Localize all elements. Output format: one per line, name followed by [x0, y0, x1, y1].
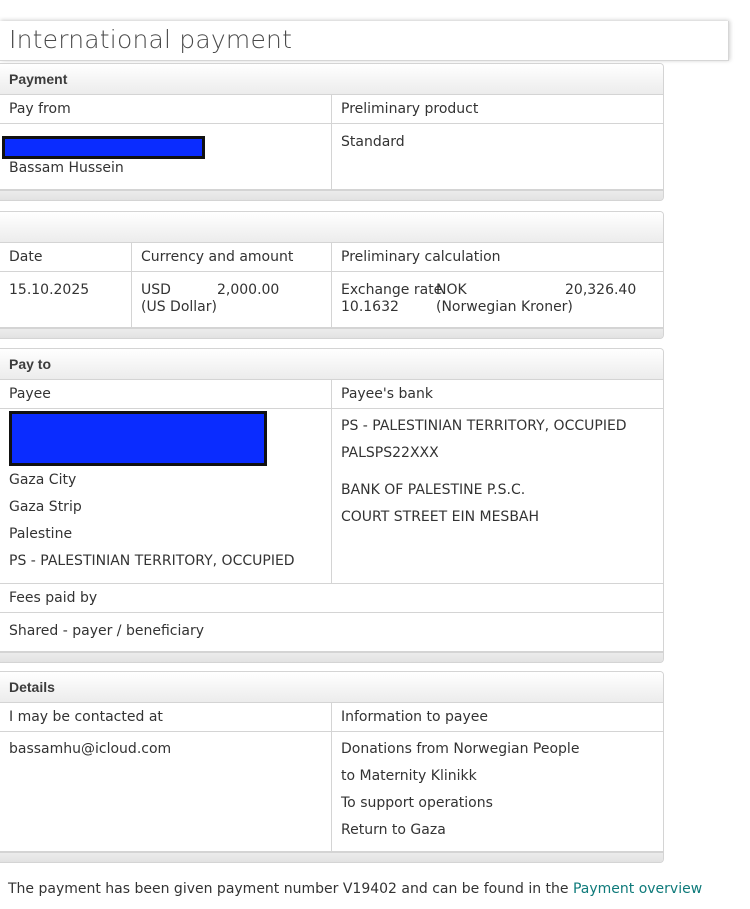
target-currency-name: (Norwegian Kroner) — [436, 299, 573, 315]
payment-label-row — [0, 95, 663, 124]
payment-amount: 2,000.00 — [217, 282, 280, 298]
confirmation-text: The payment has been given payment number V19402 and can be found in the — [8, 881, 573, 897]
fees-paid-by-label: Fees paid by — [9, 590, 98, 606]
pay-to-section — [0, 348, 664, 663]
payee-label: Payee — [9, 386, 51, 402]
payee-info-line-3: To support operations — [341, 795, 493, 811]
fees-paid-by-value: Shared - payer / beneficiary — [9, 623, 204, 639]
payment-section — [0, 63, 664, 201]
page-title-card — [0, 21, 729, 61]
preliminary-product-label: Preliminary product — [331, 95, 663, 123]
payee-city: Gaza City — [9, 472, 77, 488]
amount-footer-bar — [0, 328, 663, 338]
payment-footer-bar — [0, 190, 663, 200]
details-heading: Details — [0, 672, 663, 703]
pay-to-value-row — [0, 409, 663, 584]
payee-country-code: PS - PALESTINIAN TERRITORY, OCCUPIED — [9, 553, 295, 569]
details-label-row — [0, 703, 663, 732]
information-to-payee-label: Information to payee — [331, 703, 663, 731]
pay-to-label-row — [0, 380, 663, 409]
payer-name: Bassam Hussein — [9, 160, 124, 176]
amount-value-row — [0, 272, 663, 328]
bank-name: BANK OF PALESTINE P.S.C. — [341, 482, 526, 498]
pay-from-label: Pay from — [9, 101, 71, 117]
fees-label-row — [0, 584, 663, 613]
pay-to-footer-bar — [0, 652, 663, 662]
bank-swift: PALSPS22XXX — [341, 445, 439, 461]
payment-heading: Payment — [0, 64, 663, 95]
preliminary-product-value: Standard — [331, 124, 663, 189]
redacted-account — [2, 136, 205, 159]
amount-label-row — [0, 243, 663, 272]
payee-info-line-1: Donations from Norwegian People — [341, 741, 580, 757]
page-title: International payment — [9, 25, 293, 54]
target-currency-code: NOK — [436, 282, 467, 298]
fees-value-row — [0, 613, 663, 652]
pay-to-heading: Pay to — [0, 349, 663, 380]
payee-country: Palestine — [9, 526, 73, 542]
contact-label: I may be contacted at — [9, 709, 163, 725]
amount-heading — [0, 212, 663, 243]
details-value-row — [0, 732, 663, 852]
exchange-rate-label: Exchange rate — [341, 282, 443, 298]
payee-bank-label: Payee's bank — [331, 380, 663, 408]
payee-info-line-4: Return to Gaza — [341, 822, 446, 838]
currency-name: (US Dollar) — [141, 299, 217, 315]
amount-section — [0, 211, 664, 339]
currency-code: USD — [141, 282, 171, 298]
exchange-rate-value: 10.1632 — [341, 299, 399, 315]
details-section — [0, 671, 664, 863]
date-label: Date — [9, 249, 43, 265]
bank-address: COURT STREET EIN MESBAH — [341, 509, 540, 525]
confirmation-message — [8, 881, 702, 897]
currency-amount-label: Currency and amount — [131, 243, 331, 271]
bank-country: PS - PALESTINIAN TERRITORY, OCCUPIED — [341, 418, 627, 434]
payment-overview-link[interactable]: Payment overview — [572, 881, 703, 897]
contact-email: bassamhu@icloud.com — [9, 741, 172, 757]
details-footer-bar — [0, 852, 663, 862]
preliminary-calculation-label: Preliminary calculation — [331, 243, 663, 271]
payee-info-line-2: to Maternity Klinikk — [341, 768, 477, 784]
redacted-payee-name — [9, 411, 267, 466]
target-amount: 20,326.40 — [565, 282, 637, 298]
payment-value-row — [0, 124, 663, 190]
payee-region: Gaza Strip — [9, 499, 82, 515]
payment-date: 15.10.2025 — [9, 282, 90, 298]
